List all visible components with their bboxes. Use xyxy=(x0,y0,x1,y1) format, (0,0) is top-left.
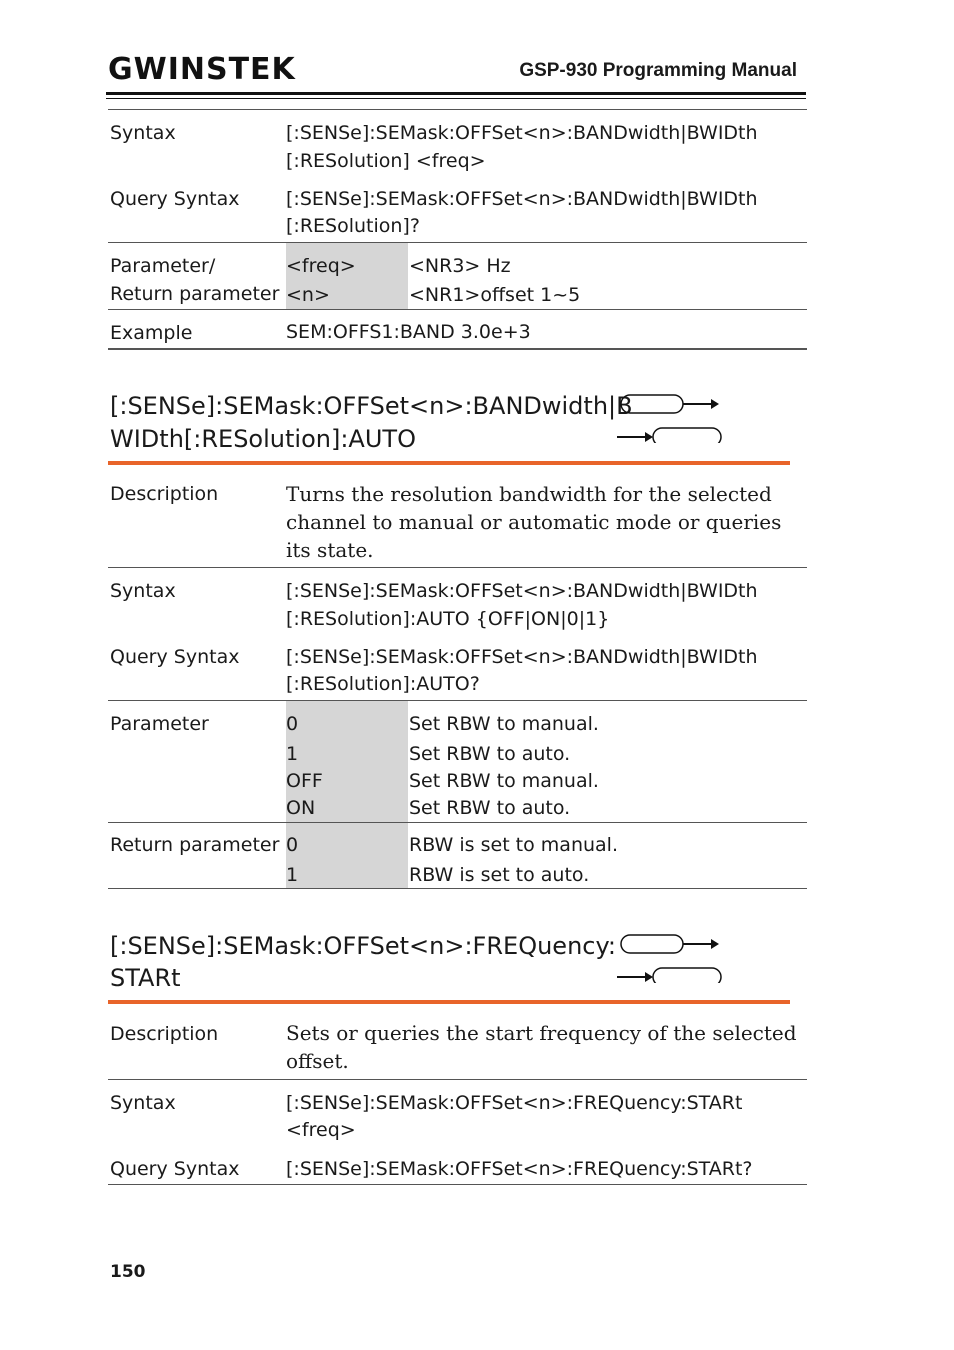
manual-title: GSP-930 Programming Manual xyxy=(519,60,797,81)
header-rule xyxy=(106,92,806,95)
return-desc: RBW is set to manual. xyxy=(409,834,618,856)
param-desc: <NR1>offset 1~5 xyxy=(409,284,581,306)
example-label: Example xyxy=(110,322,193,344)
section-title-line-2: WIDth[:RESolution]:AUTO xyxy=(110,425,416,453)
query-syntax-label: Query Syntax xyxy=(110,188,240,210)
section-accent-rule xyxy=(108,1000,790,1004)
syntax-line-1: [:SENSe]:SEMask:OFFSet<n>:BANDwidth|BWIDth xyxy=(286,122,758,144)
header-rule-thin xyxy=(106,98,806,99)
query-syntax-label: Query Syntax xyxy=(110,1158,240,1180)
param-name: OFF xyxy=(286,770,323,792)
query-syntax-line-2: [:RESolution]? xyxy=(286,215,420,237)
example-value: SEM:OFFS1:BAND 3.0e+3 xyxy=(286,321,531,343)
page-number: 150 xyxy=(110,1262,146,1282)
return-parameter-label: Return parameter xyxy=(110,283,280,305)
table-rule xyxy=(108,109,807,110)
return-name: 0 xyxy=(286,834,299,856)
description-line: Sets or queries the start frequency of the selected xyxy=(286,1021,797,1045)
query-syntax-line-1: [:SENSe]:SEMask:OFFSet<n>:BANDwidth|BWIDth xyxy=(286,188,758,210)
table-rule xyxy=(108,700,807,701)
section-accent-rule xyxy=(108,461,790,465)
set-query-icon xyxy=(615,933,725,983)
table-rule xyxy=(108,1079,807,1080)
param-name: 1 xyxy=(286,743,299,765)
param-name: 0 xyxy=(286,713,299,735)
syntax-label: Syntax xyxy=(110,1092,176,1114)
table-rule xyxy=(108,567,807,568)
param-desc: Set RBW to auto. xyxy=(409,797,571,819)
table-rule xyxy=(108,888,807,889)
section-title-line-1: [:SENSe]:SEMask:OFFSet<n>:FREQuency: xyxy=(110,932,617,960)
param-name: <n> xyxy=(286,284,330,306)
param-desc: Set RBW to auto. xyxy=(409,743,571,765)
table-rule xyxy=(108,1184,807,1185)
param-desc: Set RBW to manual. xyxy=(409,713,599,735)
return-desc: RBW is set to auto. xyxy=(409,864,590,886)
param-name: ON xyxy=(286,797,316,819)
query-syntax-line-2: [:RESolution]:AUTO? xyxy=(286,673,480,695)
table-rule xyxy=(108,348,807,350)
param-desc: <NR3> Hz xyxy=(409,255,511,277)
return-shade xyxy=(286,823,408,888)
gwinstek-logo: GWINSTEK xyxy=(108,52,296,87)
description-line: offset. xyxy=(286,1049,349,1073)
param-name: <freq> xyxy=(286,255,356,277)
syntax-line-2: <freq> xyxy=(286,1119,356,1141)
syntax-line-1: [:SENSe]:SEMask:OFFSet<n>:FREQuency:STARt xyxy=(286,1092,743,1114)
description-line: Turns the resolution bandwidth for the selected xyxy=(286,482,772,506)
description-line: channel to manual or automatic mode or queries xyxy=(286,510,782,534)
return-parameter-label: Return parameter xyxy=(110,834,280,856)
description-line: its state. xyxy=(286,538,374,562)
return-name: 1 xyxy=(286,864,299,886)
table-rule xyxy=(108,242,807,243)
set-query-icon xyxy=(615,393,725,443)
description-label: Description xyxy=(110,1023,219,1045)
syntax-label: Syntax xyxy=(110,122,176,144)
table-rule xyxy=(108,822,807,823)
syntax-label: Syntax xyxy=(110,580,176,602)
description-label: Description xyxy=(110,483,219,505)
parameter-label: Parameter/ xyxy=(110,255,216,277)
section-title-line-2: STARt xyxy=(110,964,181,992)
param-desc: Set RBW to manual. xyxy=(409,770,599,792)
query-syntax-line-1: [:SENSe]:SEMask:OFFSet<n>:BANDwidth|BWIDth xyxy=(286,646,758,668)
query-syntax-label: Query Syntax xyxy=(110,646,240,668)
parameter-label: Parameter xyxy=(110,713,209,735)
syntax-line-1: [:SENSe]:SEMask:OFFSet<n>:BANDwidth|BWIDth xyxy=(286,580,758,602)
syntax-line-2: [:RESolution] <freq> xyxy=(286,150,486,172)
section-title-line-1: [:SENSe]:SEMask:OFFSet<n>:BANDwidth|B xyxy=(110,392,633,420)
table-rule xyxy=(108,309,807,310)
syntax-line-2: [:RESolution]:AUTO {OFF|ON|0|1} xyxy=(286,608,610,630)
query-syntax-line-1: [:SENSe]:SEMask:OFFSet<n>:FREQuency:STARt? xyxy=(286,1158,753,1180)
